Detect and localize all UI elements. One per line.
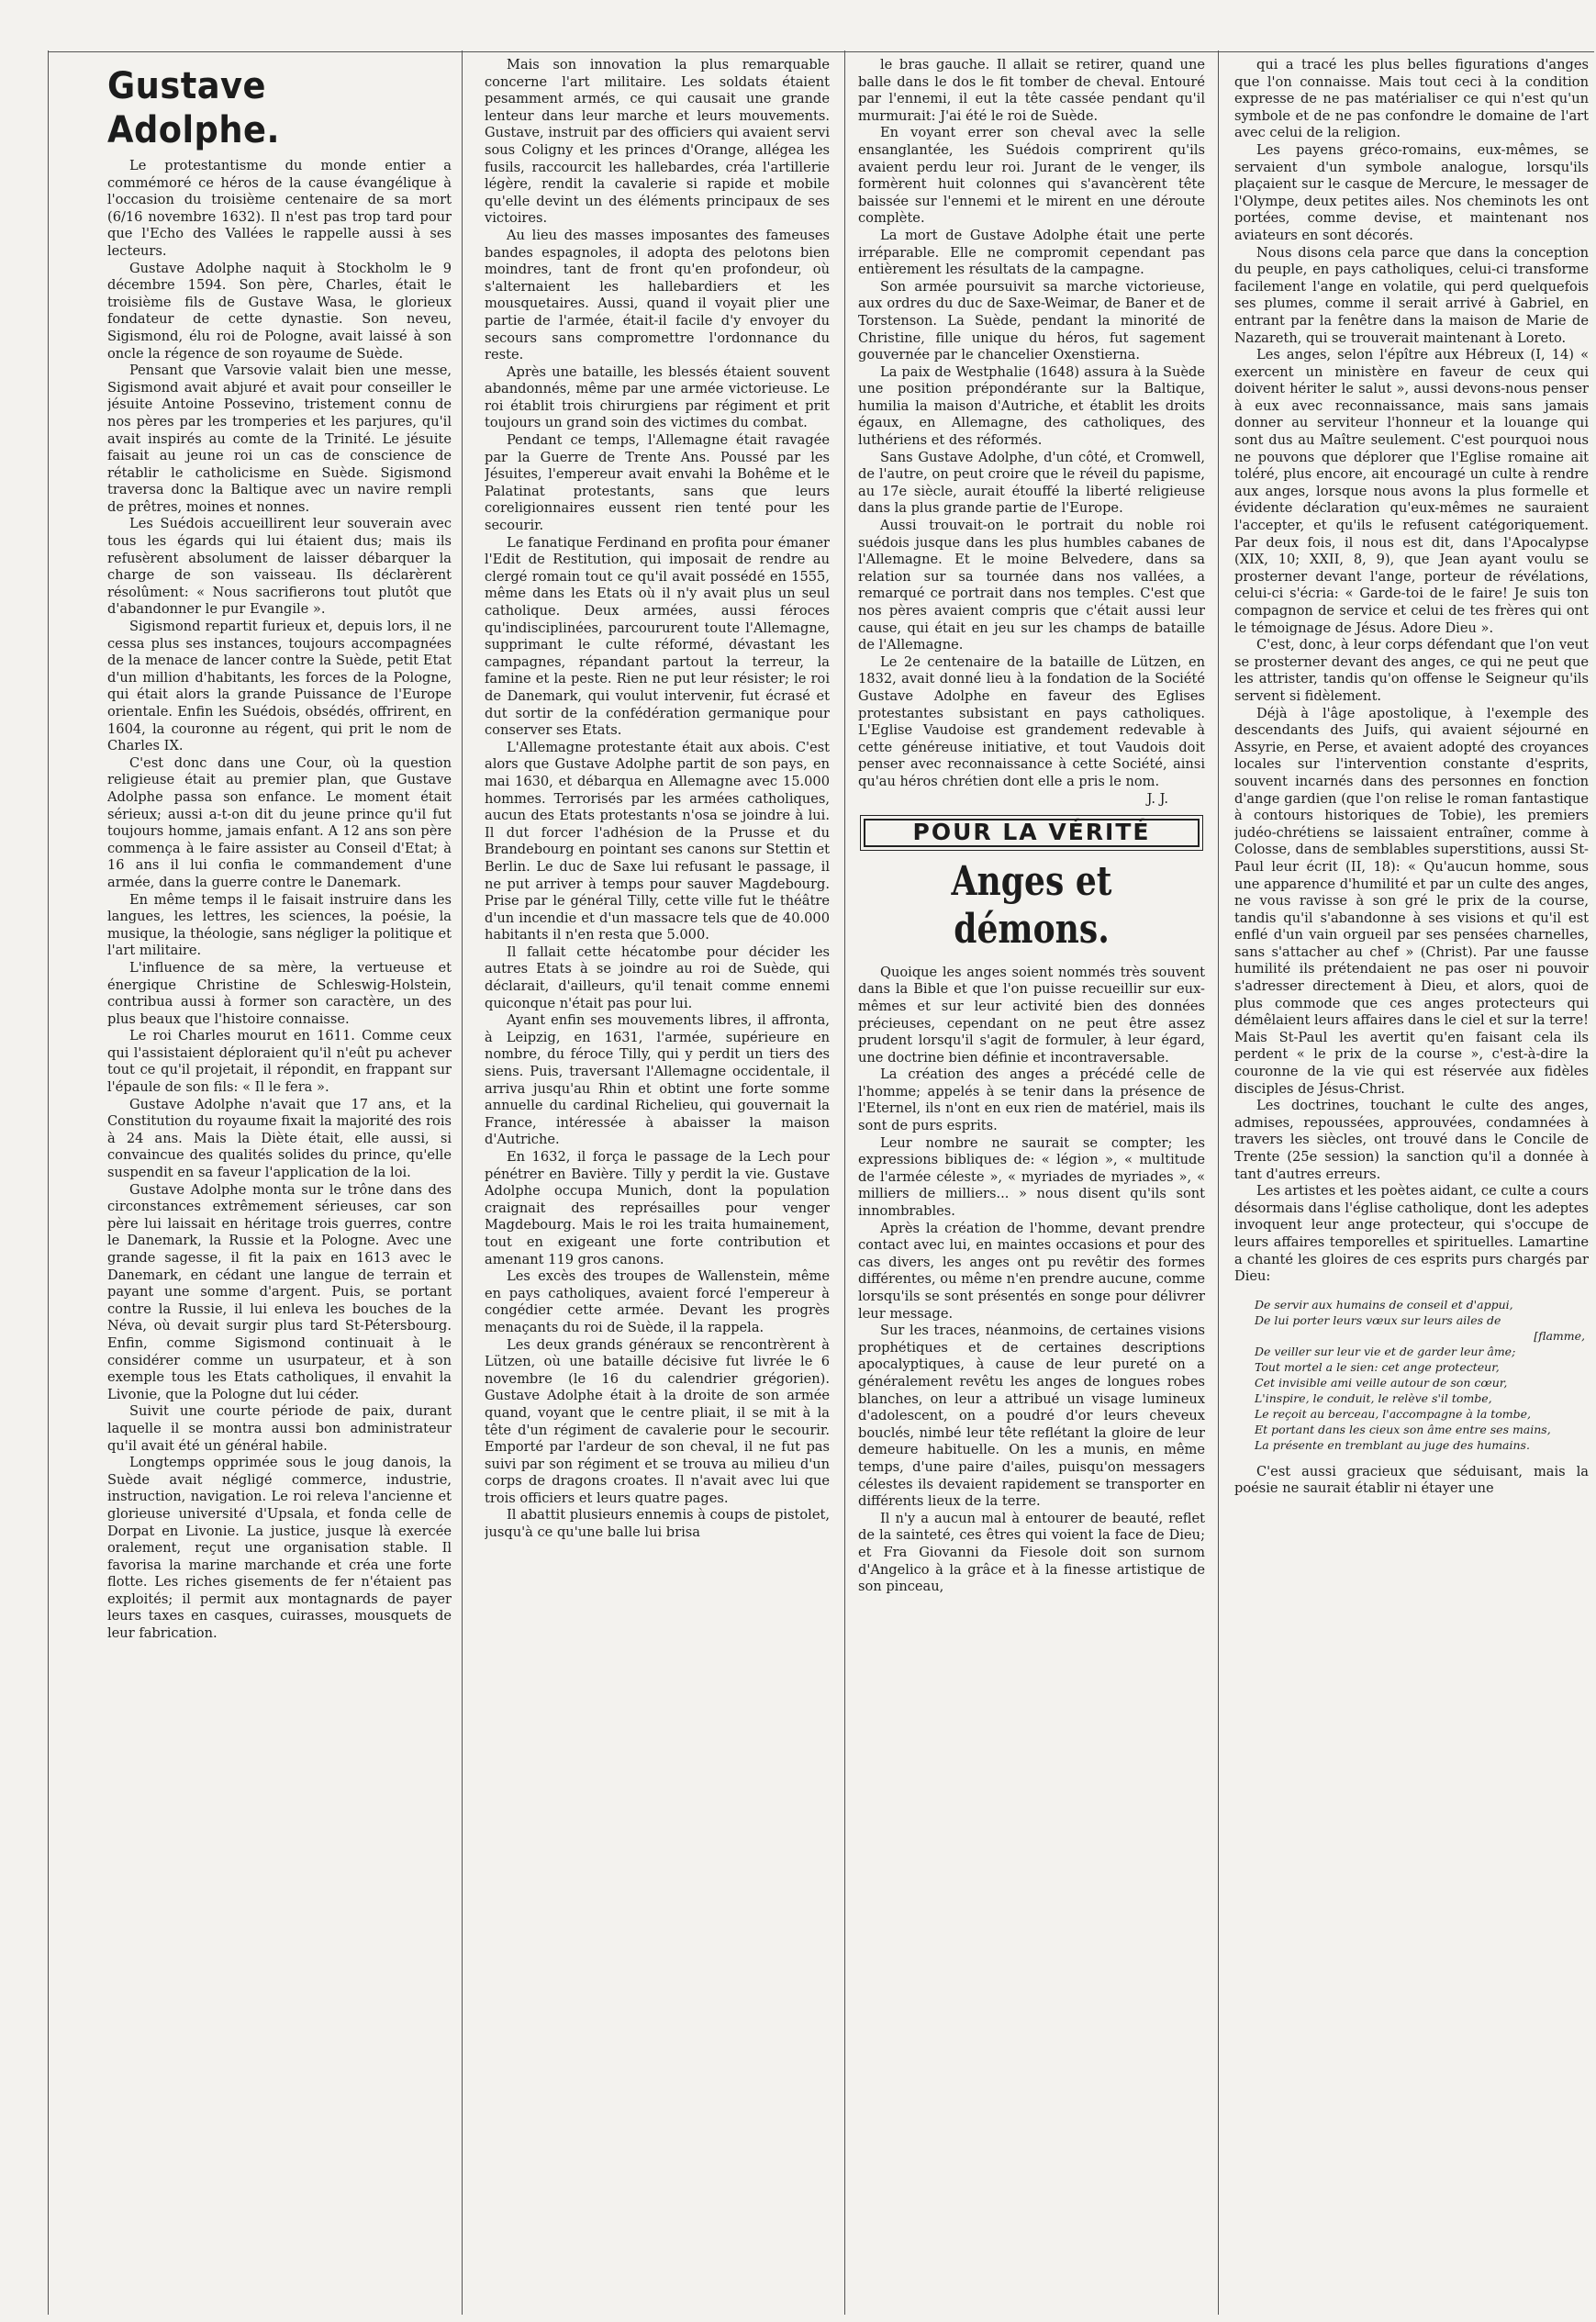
poem-lamartine [1255,1297,1589,1453]
poem-line: La présente en tremblant au juge des humains. [1255,1437,1530,1452]
paragraph: Déjà à l'âge apostolique, à l'exemple des descendants des Juifs, qui avaient séjourné en Assyrie, en Perse, et avaient adopté des croyances locales sur l'intervention constante d'esprits, souvent incarnés dans des personnes en fonction d'ange gardien (que l'on relise le roman fantastique à contours historiques de Tobie), les premiers judéo-chrétiens se laissaient entraîner, comme à Colosse, dans de semblables superstitions, aussi St-Paul leur écrit (II, 18): « Qu'aucun homme, sous une apparence d'humilité et par un culte des anges, ne vous ravisse à son gré le prix de la course, tandis qu'il s'abandonne à ses visions et qu'il est enflé d'un vain orgueil par ses pensées charnelles, sans s'attacher au chef » (Christ). Par une fausse humilité ils prétendaient ne pas oser ni pouvoir s'adresser directement à Dieu, et alors, quoi de plus commode que ces anges protecteurs qui démêlaient leurs affaires dans le ciel et sur la terre! Mais St-Paul les avertit qu'en faisant cela ils perdent « le prix de la course », c'est-à-dire la couronne de la vie qui est réservée aux fidèles disciples de Jésus-Christ. [1234,705,1589,1097]
paragraph: Les Suédois accueillirent leur souverain avec tous les égards qui lui étaient dus; mais ils refusèrent absolument de laisser débarquer la charge de son vaisseau. Ils déclarèrent résolûment: « Nous sacrifierons tout plutôt que d'abandonner le pur Evangile ». [107,516,452,618]
paragraph: Gustave Adolphe naquit à Stockholm le 9 décembre 1594. Son père, Charles, était le troisième fils de Gustave Wasa, le glorieux fondateur de cette dynastie. Son neveu, Sigismond, élu roi de Pologne, avait laissé à son oncle la régence de son royaume de Suède. [107,260,452,362]
paragraph: Suivit une courte période de paix, durant laquelle il se montra aussi bon administrateur qu'il avait été un général habile. [107,1403,452,1454]
paragraph: Ayant enfin ses mouvements libres, il affronta, à Leipzig, en 1631, l'armée, supérieure en nombre, du féroce Tilly, qui y perdit un tiers des siens. Puis, traversant l'Allemagne occidentale, il arriva jusqu'au Rhin et obtint une forte somme annuelle du cardinal Richelieu, qui gouvernait la France, intéressée à abaisser la maison d'Autriche. [485,1012,830,1148]
paragraph: Gustave Adolphe n'avait que 17 ans, et la Constitution du royaume fixait la majorité des rois à 24 ans. Mais la Diète était, elle aussi, si convaincue des qualités solides du prince, qu'elle suspendit en sa faveur l'application de la loi. [107,1096,452,1181]
paragraph: Les payens gréco-romains, eux-mêmes, se servaient d'un symbole analogue, lorsqu'ils plaçaient sur le casque de Mercure, le messager de l'Olympe, deux petites ailes. Nos cheminots les ont portées, comme devise, et maintenant nos aviateurs en sont décorés. [1234,141,1589,243]
paragraph: Il n'y a aucun mal à entourer de beauté, reflet de la sainteté, ces êtres qui voient la face de Dieu; et Fra Giovanni da Fiesole doit son surnom d'Angelico à la grâce et à la finesse artistique de son pinceau, [858,1510,1205,1595]
paragraph: La création des anges a précédé celle de l'homme; appelés à se tenir dans la présence de l'Eternel, ils n'ont en eux rien de matériel, mais ils sont de purs esprits. [858,1066,1205,1134]
paragraph: Les anges, selon l'épître aux Hébreux (I, 14) « exercent un ministère en faveur de ceux qui doivent hériter le salut », aussi devons-nous penser à eux avec reconnaissance, mais sans jamais donner au serviteur l'honneur et la louange qui sont dus au Maître seulement. C'est pourquoi nous ne pouvons que déplorer que l'Eglise romaine ait toléré, plus encore, ait encouragé un culte à rendre aux anges, lorsque nous avons la plus formelle et évidente déclaration qu'eux-mêmes ne sauraient l'accepter, et qu'ils le refusent catégoriquement. Par deux fois, il nous est dit, dans l'Apocalypse (XIX, 10; XXII, 8, 9), que Jean ayant voulu se prosterner devant l'ange, porteur de révélations, celui-ci s'écria: « Garde-toi de le faire! Je suis ton compagnon de service et celui de tes frères qui ont le témoignage de Jésus. Adore Dieu ». [1234,347,1589,636]
paragraph: Mais son innovation la plus remarquable concerne l'art militaire. Les soldats étaient pesamment armés, ce qui causait une grande lenteur dans leur marche et leurs mouvements. Gustave, instruit par des officiers qui avaient servi sous Coligny et les princes d'Orange, allégea les fusils, raccourcit les hallebardes, créa l'artillerie légère, rendit la cavalerie si rapide et mobile qu'elle devint un des éléments principaux de ses victoires. [485,57,830,227]
paragraph: Quoique les anges soient nommés très souvent dans la Bible et que l'on puisse recueillir sur eux-mêmes et sur leur activité bien des données précieuses, cependant on ne peut être assez prudent lorsqu'il s'agit de formuler, à leur égard, une doctrine bien définie et incontraversable. [858,964,1205,1066]
paragraph: Longtemps opprimée sous le joug danois, la Suède avait négligé commerce, industrie, instruction, navigation. Le roi releva l'ancienne et glorieuse université d'Upsala, et fonda celle de Dorpat en Livonie. La justice, jusque là exercée oralement, reçut une organisation stable. Il favorisa la marine marchande et créa une forte flotte. Les riches gisements de fer n'étaient pas exploités; il permit aux montagnards de payer leurs taxes en casques, cuirasses, mousquets de leur fabrication. [107,1455,452,1642]
column-rule [844,50,845,2315]
paragraph: L'Allemagne protestante était aux abois. C'est alors que Gustave Adolphe partit de son pays, en mai 1630, et débarqua en Allemagne avec 15.000 hommes. Terrorisés par les armées catholiques, aucun des Etats protestants n'osa se joindre à lui. Il dut forcer l'adhésion de la Prusse et du Brandebourg en pointant ses canons sur Stettin et Berlin. Le duc de Saxe lui refusant le passage, il ne put arriver à temps pour sauver Magdebourg. Prise par le général Tilly, cette ville fut le théâtre d'un incendie et d'un massacre tels que de 40.000 habitants il n'en resta que 5.000. [485,739,830,943]
poem-line: De servir aux humains de conseil et d'appui, [1255,1297,1513,1312]
paragraph: Au lieu des masses imposantes des fameuses bandes espagnoles, il adopta des pelotons bien moindres, tant de front qu'en profondeur, où s'alternaient les hallebardiers et les mousquetaires. Aussi, quand il voyait plier une partie de l'armée, était-il facile d'y envoyer du secours sans compromettre l'ordonnance du reste. [485,227,830,363]
column-rule [1218,50,1219,2315]
paragraph: Les artistes et les poètes aidant, ce culte a cours désormais dans l'église catholique, dont les adeptes invoquent leur ange protecteur, qui s'occupe de leurs affaires temporelles et spirituelles. Lamartine a chanté les gloires de ces esprits purs chargés par Dieu: [1234,1183,1589,1285]
column-rule [462,50,463,2315]
poem-line: De lui porter leurs vœux sur leurs ailes de [1255,1312,1501,1327]
poem-line: De veiller sur leur vie et de garder leur âme; [1255,1344,1516,1358]
rubric-pour-la-verite: POUR LA VÉRITÉ [864,819,1200,847]
paragraph: Sigismond repartit furieux et, depuis lors, il ne cessa plus ses instances, toujours accompagnées de la menace de lancer contre la Suède, petit Etat d'un million d'habitants, les forces de la Pologne, qui était alors la grande Puissance de l'Europe orientale. Enfin les Suédois, obsédés, offrirent, en 1604, la couronne au régent, qui prit le nom de Charles IX. [107,619,452,754]
paragraph: Pensant que Varsovie valait bien une messe, Sigismond avait abjuré et avait pour conseiller le jésuite Antoine Possevino, tristement connu de nos pères par les tromperies et les parjures, qu'il avait inspirés au comte de la Trinité. Le jésuite faisait au jeune roi un cas de conscience de rétablir le catholicisme en Suède. Sigismond traversa donc la Baltique avec un navire rempli de prêtres, moines et nonnes. [107,363,452,515]
paragraph: C'est donc dans une Cour, où la question religieuse était au premier plan, que Gustave Adolphe passa son enfance. Le moment était sérieux; aussi a-t-on dit du jeune prince qu'il fut toujours homme, jamais enfant. A 12 ans son père commença à le faire assister au Conseil d'Etat; à 16 ans il lui confia le commandement d'une armée, dans la guerre contre le Danemark. [107,754,452,890]
column-rule [48,50,49,2315]
paragraph: Son armée poursuivit sa marche victorieuse, aux ordres du duc de Saxe-Weimar, de Baner et de Torstenson. La Suède, pendant la minorité de Christine, fille unique du héros, fut sagement gouvernée par le chancelier Oxenstierna. [858,278,1205,363]
paragraph: Nous disons cela parce que dans la conception du peuple, en pays catholiques, celui-ci transforme facilement l'ange en volatile, qui perd quelquefois ses plumes, comme il serait arrivé à Gabriel, en entrant par la fenêtre dans la maison de Marie de Nazareth, qui se trouverait maintenant à Loreto. [1234,244,1589,346]
paragraph: Le 2e centenaire de la bataille de Lützen, en 1832, avait donné lieu à la fondation de la Société Gustave Adolphe en faveur des Eglises protestantes subsistant en pays catholiques. L'Eglise Vaudoise est grandement redevable à cette généreuse initiative, et tout Vaudois doit penser avec reconnaissance à cette Société, ainsi qu'au héros chrétien dont elle a pris le nom. [858,653,1205,789]
paragraph: Sans Gustave Adolphe, d'un côté, et Cromwell, de l'autre, on peut croire que le réveil du papisme, au 17e siècle, aurait étouffé la liberté religieuse dans la plus grande partie de l'Europe. [858,449,1205,517]
paragraph: Après une bataille, les blessés étaient souvent abandonnés, même par une armée victorieuse. Le roi établit trois chirurgiens par régiment et prit toujours un grand soin des victimes du combat. [485,363,830,431]
paragraph: le bras gauche. Il allait se retirer, quand une balle dans le dos le fit tomber de cheval. Entouré par l'ennemi, il eut la tête cassée pendant qu'il murmurait: J'ai été le roi de Suède. [858,57,1205,124]
column-2 [485,57,830,2315]
paragraph: La mort de Gustave Adolphe était une perte irréparable. Elle ne compromit cependant pas entièrement les résultats de la campagne. [858,227,1205,278]
column-4 [1234,57,1589,2315]
paragraph: Après la création de l'homme, devant prendre contact avec lui, en maintes occasions et pour des cas divers, les anges ont pu revêtir des formes différentes, ou même n'en prendre aucune, comme lorsqu'ils se sont présentés en songe pour délivrer leur message. [858,1220,1205,1322]
paragraph: Gustave Adolphe monta sur le trône dans des circonstances extrêmement sérieuses, car son père lui laissait en héritage trois guerres, contre le Danemark, la Russie et la Pologne. Avec une grande sagesse, il fit la paix en 1613 avec le Danemark, en cédant une langue de terrain et payant une somme d'argent. Puis, se portant contre la Russie, il lui enleva les bouches de la Néva, où devait surgir plus tard St-Pétersbourg. Enfin, comme Sigismond continuait à le considérer comme un usurpateur, et à son exemple tous les Etats catholiques, il envahit la Livonie, que la Pologne dut lui céder. [107,1181,452,1402]
author-signature: J. J. [1146,790,1168,807]
paragraph: C'est aussi gracieux que séduisant, mais la poésie ne saurait établir ni étayer une [1234,1463,1589,1497]
poem-line: Tout mortel a le sien: cet ange protecteur, [1255,1359,1500,1374]
paragraph: qui a tracé les plus belles figurations d'anges que l'on connaisse. Mais tout ceci à la condition expresse de ne pas matérialiser ce qui n'est qu'un symbole et de ne pas confondre le domaine de l'art avec celui de la religion. [1234,57,1589,141]
poem-line: Et portant dans les cieux son âme entre ses mains, [1255,1422,1551,1436]
article-title-gustave-adolphe: Gustave Adolphe. [107,65,280,151]
paragraph: La paix de Westphalie (1648) assura à la Suède une position prépondérante sur la Baltique, humilia la maison d'Autriche, et établit les droits égaux, en Allemagne, des catholiques, des luthériens et des réformés. [858,363,1205,449]
poem-line: Cet invisible ami veille autour de son cœur, [1255,1375,1508,1390]
column-1 [107,64,452,2315]
article-title-anges-et-demons: Anges et démons. [951,857,1112,953]
paragraph: Aussi trouvait-on le portrait du noble roi suédois jusque dans les plus humbles cabanes de l'Allemagne. Et le moine Belvedere, dans sa relation sur sa tournée dans nos vallées, a remarqué ce portrait dans nos temples. C'est que nos pères avaient compris que c'était aussi leur cause, qui était en jeu sur les champs de bataille de l'Allemagne. [858,518,1205,653]
paragraph: Le fanatique Ferdinand en profita pour émaner l'Edit de Restitution, qui imposait de rendre au clergé romain tout ce qu'il avait possédé en 1555, même dans les Etats où il n'y avait plus un seul catholique. Deux armées, aussi féroces qu'indisciplinées, parcoururent toute l'Allemagne, supprimant le culte réformé, dévastant les campagnes, répandant partout la terreur, la famine et la peste. Rien ne put leur résister; le roi de Danemark, qui voulut intervenir, fut écrasé et dut sortir de la confédération germanique pour conserver ses Etats. [485,534,830,739]
poem-line: Le reçoit au berceau, l'accompagne à la tombe, [1255,1406,1532,1421]
paragraph: En 1632, il força le passage de la Lech pour pénétrer en Bavière. Tilly y perdit la vie. Gustave Adolphe occupa Munich, dont la population craignait des représailles pour venger Magdebourg. Mais le roi les traita humainement, tout en exigeant une forte contribution et amenant 119 gros canons. [485,1149,830,1267]
paragraph: Leur nombre ne saurait se compter; les expressions bibliques de: « légion », « multitude de l'armée céleste », « myriades de myriades », « milliers de milliers... » nous disent qu'ils sont innombrables. [858,1134,1205,1220]
paragraph: Pendant ce temps, l'Allemagne était ravagée par la Guerre de Trente Ans. Poussé par les Jésuites, l'empereur avait envahi la Bohême et le Palatinat protestants, sans que leurs coreligionnaires eussent rien tenté pour les secourir. [485,432,830,534]
poem-line: [flamme, [1534,1328,1585,1343]
paragraph: L'influence de sa mère, la vertueuse et énergique Christine de Schleswig-Holstein, contribua aussi à former son caractère, un des plus beaux que l'histoire connaisse. [107,959,452,1027]
paragraph: En même temps il le faisait instruire dans les langues, les lettres, les sciences, la poésie, la musique, la théologie, sans négliger la politique et l'art militaire. [107,891,452,959]
column-3 [858,57,1205,2315]
paragraph: Les doctrines, touchant le culte des anges, admises, repoussées, approuvées, condamnées à travers les siècles, ont trouvé dans le Concile de Trente (25e session) la sanction qu'il a donnée à tant d'autres erreurs. [1234,1098,1589,1182]
poem-line: L'inspire, le conduit, le relève s'il tombe, [1255,1390,1492,1405]
paragraph: Les excès des troupes de Wallenstein, même en pays catholiques, avaient forcé l'empereur à congédier cette armée. Devant les progrès menaçants du roi de Suède, il la rappela. [485,1268,830,1335]
paragraph: Sur les traces, néanmoins, de certaines visions prophétiques et de certaines descriptions apocalyptiques, à cause de leur pureté on a généralement revêtu les anges de longues robes blanches, on leur a attribué un visage lumineux d'adolescent, on a poudré d'or leurs cheveux bouclés, nimbé leur tête reflétant la gloire de leur demeure habituelle. On les a munis, en même temps, d'une paire d'ailes, puisqu'on messagers célestes ils devaient rapidement se transporter en différents lieux de la terre. [858,1323,1205,1510]
top-rule [48,51,1594,52]
paragraph: Les deux grands généraux se rencontrèrent à Lützen, où une bataille décisive fut livrée le 6 novembre (le 16 du calendrier grégorien). Gustave Adolphe était à la droite de son armée quand, voyant que le centre pliait, il se mit à la tête d'un régiment de cavalerie pour le secourir. Emporté par l'ardeur de son cheval, il ne fut pas suivi par son régiment et se trouva au milieu d'un corps de dragons croates. Il n'avait avec lui que trois officiers et leurs quatre pages. [485,1336,830,1506]
paragraph: Le protestantisme du monde entier a commémoré ce héros de la cause évangélique à l'occasion du troisième centenaire de sa mort (6/16 novembre 1632). Il n'est pas trop tard pour que l'Echo des Vallées le rappelle aussi à ses lecteurs. [107,158,452,259]
paragraph: Il abattit plusieurs ennemis à coups de pistolet, jusqu'à ce qu'une balle lui brisa [485,1507,830,1541]
paragraph: Il fallait cette hécatombe pour décider les autres Etats à se joindre au roi de Suède, qui déclarait, d'ailleurs, qu'il tenait comme ennemi quiconque n'était pas pour lui. [485,943,830,1011]
paragraph: C'est, donc, à leur corps défendant que l'on veut se prosterner devant des anges, ce qui ne peut que les attrister, tandis qu'on offense le Seigneur qu'ils servent si fidèlement. [1234,637,1589,704]
paragraph: Le roi Charles mourut en 1611. Comme ceux qui l'assistaient déploraient qu'il n'eût pu achever tout ce qu'il projetait, il répondit, en frappant sur l'épaule de son fils: « Il le fera ». [107,1028,452,1096]
paragraph: En voyant errer son cheval avec la selle ensanglantée, les Suédois comprirent qu'ils avaient perdu leur roi. Jurant de le venger, ils formèrent huit colonnes qui s'avancèrent tête baissée sur l'ennemi et le mirent en une déroute complète. [858,125,1205,227]
